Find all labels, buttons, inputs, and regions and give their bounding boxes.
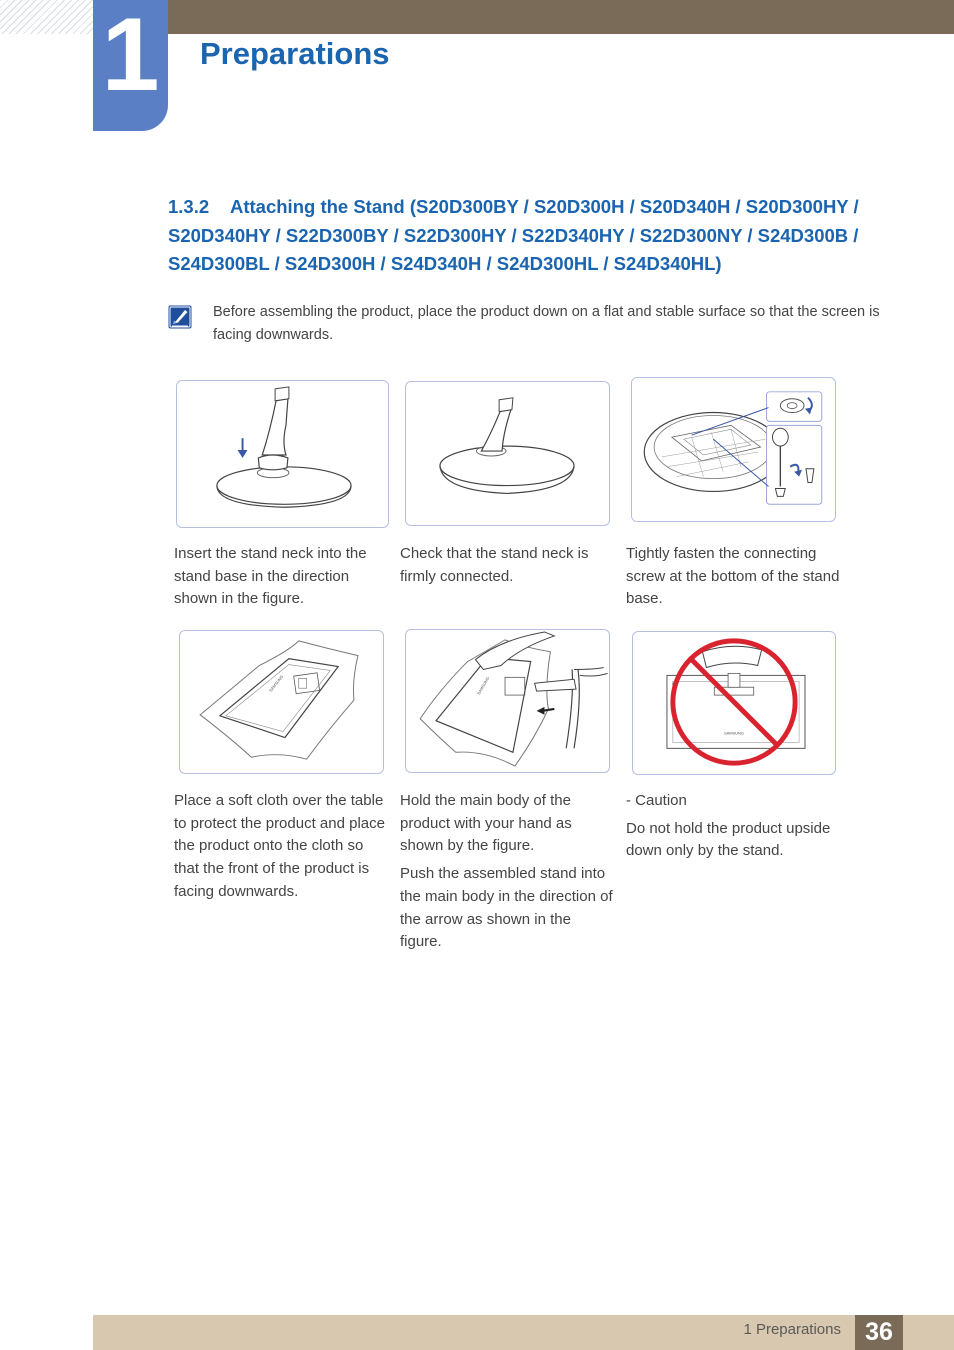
step-caption-1 (174, 543, 389, 616)
page-number: 36 (855, 1315, 903, 1350)
note-text: Before assembling the product, place the product down on a flat and stable surface so that the screen is facing downwards. (213, 304, 880, 343)
figure-neck-connected (405, 381, 610, 526)
footer-chapter-label: 1 Preparations (743, 1321, 841, 1338)
caution-label: - Caution (626, 792, 687, 809)
chapter-tab (93, 0, 168, 131)
step-caption-5 (400, 790, 615, 959)
figure-push-stand (405, 629, 610, 773)
step-4-text: Place a soft cloth over the table to protect the product and place the product onto the cloth so that the front of the product is facing downwards. (174, 792, 385, 900)
step-caption-3 (626, 543, 841, 616)
figure-caution-prohibited (632, 631, 836, 775)
step-caption-6 (626, 790, 841, 868)
step-5-text-b: Push the assembled stand into the main body in the direction of the arrow as shown in the figure. (400, 865, 613, 951)
step-5-text-a: Hold the main body of the product with your hand as shown by the figure. (400, 792, 572, 855)
section-number: 1.3.2 (168, 196, 210, 217)
note-pencil-icon (168, 305, 192, 329)
step-3-text: Tightly fasten the connecting screw at the bottom of the stand base. (626, 545, 840, 608)
figure-fasten-screw (631, 377, 836, 522)
section-heading (168, 193, 888, 279)
monitor-brand-label: SAMSUNG (267, 673, 285, 693)
step-caption-2 (400, 543, 615, 593)
step-2-text: Check that the stand neck is firmly connected. (400, 545, 589, 585)
monitor-brand-label: SAMSUNG (475, 675, 491, 696)
step-caption-4 (174, 790, 389, 909)
figure-cloth-monitor-facedown (179, 630, 384, 774)
figure-insert-neck (176, 380, 389, 528)
monitor-brand-label: SAMSUNG (724, 730, 744, 736)
chapter-title: Preparations (200, 36, 390, 71)
header-bar (168, 0, 954, 34)
chapter-number: 1 (101, 0, 160, 113)
caution-text: Do not hold the product upside down only by the stand. (626, 819, 831, 860)
footer-bar (93, 1315, 954, 1350)
header-hatch-pattern (0, 0, 93, 34)
section-title: Attaching the Stand (S20D300BY / S20D300H / S20D340H / S20D300HY / S20D340HY / S22D300BY / S22D300HY / S22D340HY / S22D300NY / S24D300B / S24D300BL / S24D300H / S24D340H / S24D300HL / S24D340HL) (168, 196, 859, 274)
step-1-text: Insert the stand neck into the stand base in the direction shown in the figure. (174, 545, 367, 608)
